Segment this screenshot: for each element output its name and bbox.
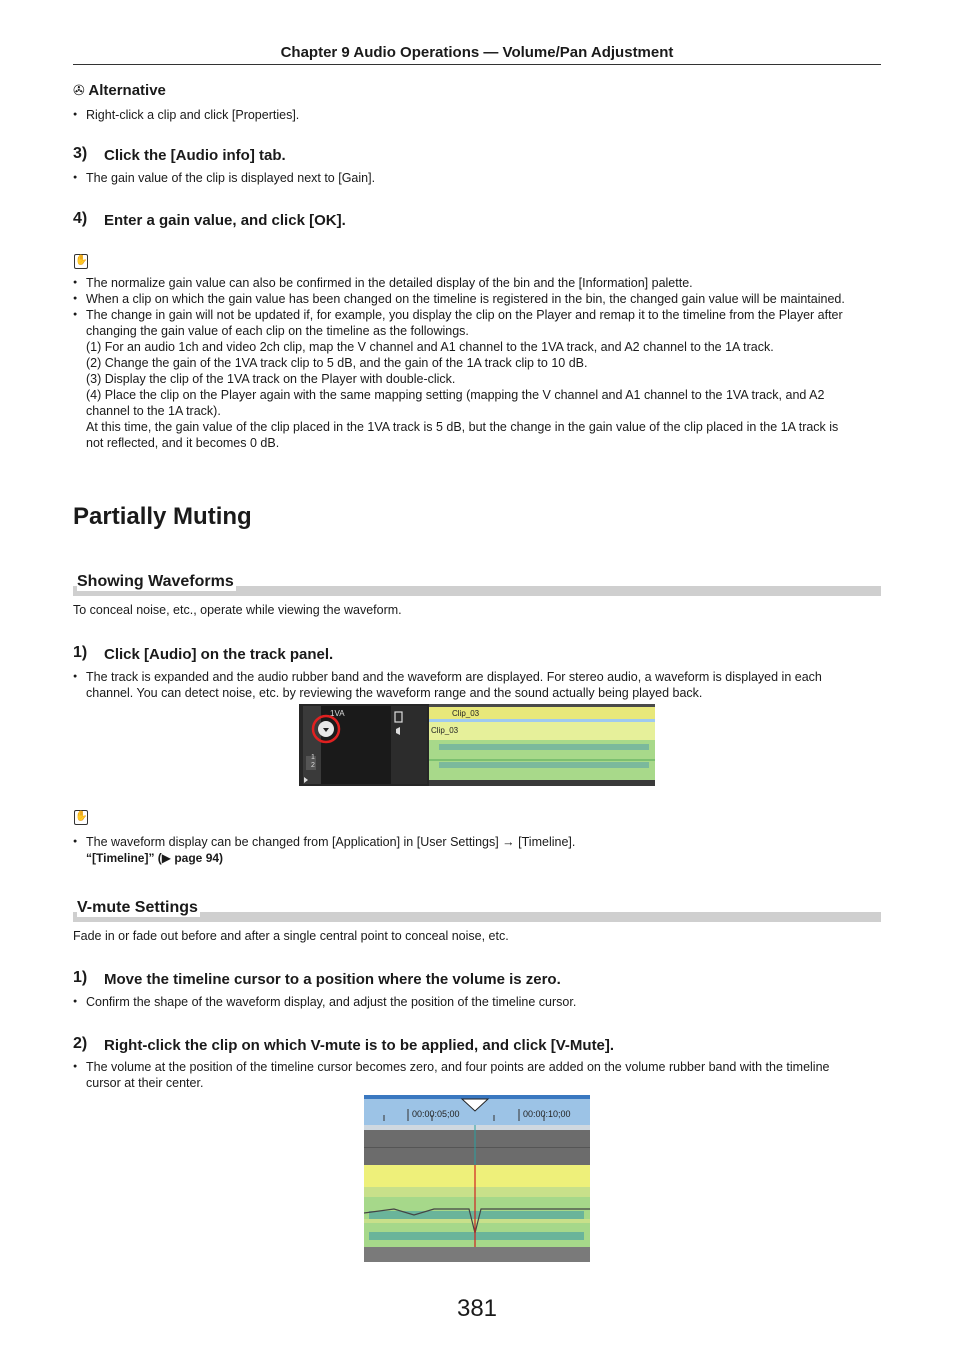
step-title: Right-click the clip on which V-mute is to be applied, and click [V-Mute].	[104, 1037, 615, 1054]
timecode-label: 00:00:05;00	[412, 1109, 460, 1119]
step-bullet: ● Confirm the shape of the waveform display, and adjust the position of the timeline cursor.	[73, 994, 881, 1010]
step-number: 2)	[73, 1035, 88, 1052]
header-rule	[73, 64, 881, 65]
page-reference[interactable]: “[Timeline]” (▶ page 94)	[86, 851, 224, 865]
alternative-heading	[73, 82, 166, 99]
channel-label: 1	[311, 754, 315, 761]
note-bullet: ● The normalize gain value can also be confirmed in the detailed display of the bin and the [Information] palette.	[73, 275, 881, 291]
note-icon: ✋	[74, 254, 88, 269]
step-number: 4)	[73, 210, 88, 227]
body-text: Fade in or fade out before and after a single central point to conceal noise, etc.	[73, 929, 509, 943]
vmute-timeline-screenshot	[364, 1095, 590, 1262]
step-number: 3)	[73, 145, 88, 162]
alternative-icon: ✇	[73, 82, 85, 98]
subsection-title: Showing Waveforms	[77, 573, 234, 590]
note-icon: ✋	[74, 810, 88, 825]
track-label: 1VA	[330, 709, 345, 718]
alternative-bullet: ● Right-click a clip and click [Properties].	[73, 107, 881, 123]
step-title: Move the timeline cursor to a position where the volume is zero.	[104, 971, 561, 988]
note-bullet: ● The change in gain will not be updated if, for example, you display the clip on the Player and remap it to the timeline from the Player after changing the gain value of each clip on the timeline as the followings. (1) For an audio 1ch and video 2ch clip, map the V channel and A1 channel to the 1VA track, and A2 channel to the 1A track. (2) Change the gain of the 1VA track clip to 5 dB, and the gain of the 1A track clip to 10 dB. (3) Display the clip of the 1VA track on the Player with double-click. (4) Place the clip on the Player again with the same mapping setting (mapping the V channel and A1 channel to the 1VA track, and A2 channel to the 1A track). At this time, the gain value of the clip placed in the 1VA track is 5 dB, but the change in the gain value of the clip placed in the 1A track is not reflected, and it becomes 0 dB.	[73, 307, 881, 451]
step-bullet: ● The track is expanded and the audio rubber band and the waveform are displayed. For stereo audio, a waveform is displayed in each channel. You can detect noise, etc. by reviewing the waveform range and the sound actually being played back.	[73, 669, 881, 701]
page-number: 381	[456, 1295, 498, 1322]
timecode-label: 00:00:10;00	[523, 1109, 571, 1119]
step-title: Click [Audio] on the track panel.	[104, 646, 334, 663]
section-title: Partially Muting	[73, 503, 252, 530]
step-bullet: ● The gain value of the clip is displayed next to [Gain].	[73, 170, 881, 186]
alternative-title: Alternative	[88, 82, 166, 99]
step-title: Click the [Audio info] tab.	[104, 147, 286, 164]
clip-label: Clip_03	[431, 726, 459, 735]
chapter-header: Chapter 9 Audio Operations — Volume/Pan Adjustment	[280, 44, 674, 61]
step-title: Enter a gain value, and click [OK].	[104, 212, 346, 229]
channel-label: 2	[311, 762, 315, 769]
step-number: 1)	[73, 644, 88, 661]
step-number: 1)	[73, 969, 88, 986]
note-bullet: ● When a clip on which the gain value has been changed on the timeline is registered in the bin, the changed gain value will be maintained.	[73, 291, 881, 307]
subsection-title: V-mute Settings	[77, 899, 198, 916]
track-panel-screenshot	[299, 704, 655, 786]
note-bullet: ● The waveform display can be changed from [Application] in [User Settings] → [Timeline]. “[Timeline]” (▶ page 94)	[73, 834, 881, 866]
clip-label: Clip_03	[452, 709, 480, 718]
step-bullet: ● The volume at the position of the timeline cursor becomes zero, and four points are added on the volume rubber band with the timeline cursor at their center.	[73, 1059, 881, 1091]
body-text: To conceal noise, etc., operate while viewing the waveform.	[73, 603, 402, 617]
